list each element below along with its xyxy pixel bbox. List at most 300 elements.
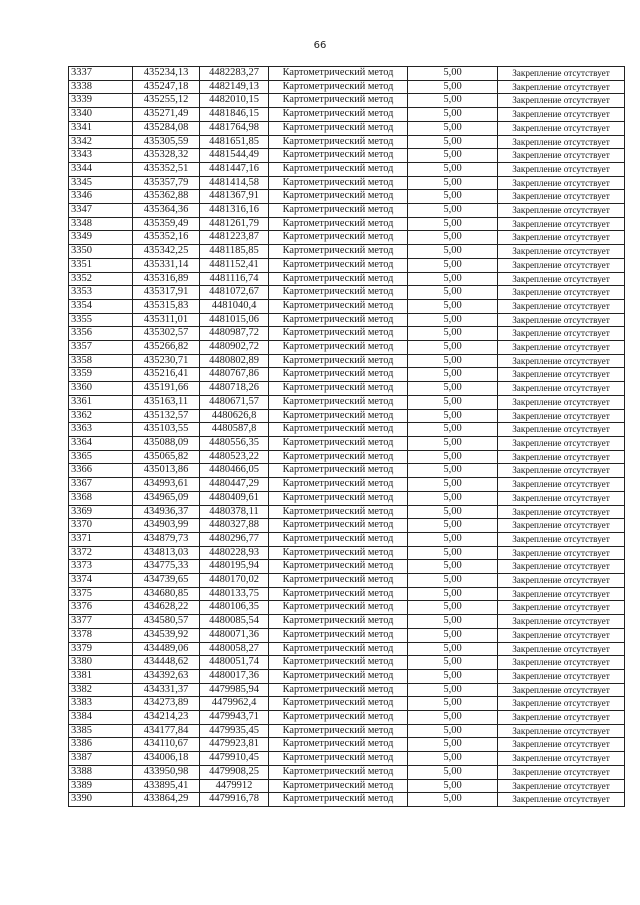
accuracy-cell: 5,00 [408,409,498,423]
coord-y-cell: 4481544,49 [200,149,269,163]
point-number-cell: 3344 [69,162,133,176]
point-number-cell: 3357 [69,341,133,355]
coord-y-cell: 4480409,61 [200,491,269,505]
fixation-cell: Закрепление отсутствует [498,258,625,272]
table-row [69,423,625,437]
coord-x-cell: 434813,03 [133,546,200,560]
accuracy-cell: 5,00 [408,505,498,519]
method-cell: Картометрический метод [269,642,408,656]
accuracy-cell: 5,00 [408,272,498,286]
method-cell: Картометрический метод [269,231,408,245]
coord-y-cell: 4479910,45 [200,752,269,766]
accuracy-cell: 5,00 [408,121,498,135]
point-number-cell: 3372 [69,546,133,560]
method-cell: Картометрический метод [269,94,408,108]
accuracy-cell: 5,00 [408,752,498,766]
table-row [69,231,625,245]
table-row [69,162,625,176]
accuracy-cell: 5,00 [408,176,498,190]
method-cell: Картометрический метод [269,738,408,752]
point-number-cell: 3363 [69,423,133,437]
fixation-cell: Закрепление отсутствует [498,752,625,766]
coord-y-cell: 4480987,72 [200,327,269,341]
coord-y-cell: 4480466,05 [200,464,269,478]
table-row [69,642,625,656]
coord-y-cell: 4482283,27 [200,67,269,81]
fixation-cell: Закрепление отсутствует [498,436,625,450]
point-number-cell: 3361 [69,395,133,409]
method-cell: Картометрический метод [269,464,408,478]
coord-x-cell: 434110,67 [133,738,200,752]
fixation-cell: Закрепление отсутствует [498,94,625,108]
coord-y-cell: 4479935,45 [200,724,269,738]
coord-y-cell: 4480106,35 [200,601,269,615]
coord-x-cell: 435230,71 [133,354,200,368]
accuracy-cell: 5,00 [408,765,498,779]
accuracy-cell: 5,00 [408,423,498,437]
coord-y-cell: 4481072,67 [200,286,269,300]
fixation-cell: Закрепление отсутствует [498,779,625,793]
table-row [69,697,625,711]
point-number-cell: 3370 [69,519,133,533]
coord-y-cell: 4481316,16 [200,204,269,218]
method-cell: Картометрический метод [269,272,408,286]
method-cell: Картометрический метод [269,121,408,135]
fixation-cell: Закрепление отсутствует [498,108,625,122]
fixation-cell: Закрепление отсутствует [498,478,625,492]
accuracy-cell: 5,00 [408,327,498,341]
fixation-cell: Закрепление отсутствует [498,409,625,423]
table-row [69,190,625,204]
point-number-cell: 3338 [69,80,133,94]
accuracy-cell: 5,00 [408,217,498,231]
coord-x-cell: 435191,66 [133,382,200,396]
point-number-cell: 3359 [69,368,133,382]
method-cell: Картометрический метод [269,395,408,409]
coord-x-cell: 435266,82 [133,341,200,355]
fixation-cell: Закрепление отсутствует [498,176,625,190]
table-row [69,491,625,505]
accuracy-cell: 5,00 [408,108,498,122]
accuracy-cell: 5,00 [408,478,498,492]
coord-y-cell: 4481764,98 [200,121,269,135]
table-row [69,724,625,738]
coord-y-cell: 4479908,25 [200,765,269,779]
point-number-cell: 3380 [69,656,133,670]
coord-y-cell: 4480228,93 [200,546,269,560]
coord-x-cell: 433864,29 [133,793,200,807]
coord-x-cell: 434489,06 [133,642,200,656]
method-cell: Картометрический метод [269,149,408,163]
point-number-cell: 3367 [69,478,133,492]
coordinates-table [68,66,625,807]
table-row [69,546,625,560]
table-row [69,752,625,766]
method-cell: Картометрический метод [269,354,408,368]
accuracy-cell: 5,00 [408,382,498,396]
method-cell: Картометрический метод [269,162,408,176]
fixation-cell: Закрепление отсутствует [498,231,625,245]
point-number-cell: 3385 [69,724,133,738]
method-cell: Картометрический метод [269,491,408,505]
accuracy-cell: 5,00 [408,601,498,615]
coord-x-cell: 434775,33 [133,560,200,574]
coord-y-cell: 4480296,77 [200,532,269,546]
coord-y-cell: 4480718,26 [200,382,269,396]
table-row [69,615,625,629]
point-number-cell: 3388 [69,765,133,779]
fixation-cell: Закрепление отсутствует [498,135,625,149]
table-row [69,245,625,259]
method-cell: Картометрический метод [269,299,408,313]
coord-x-cell: 435364,36 [133,204,200,218]
point-number-cell: 3377 [69,615,133,629]
method-cell: Картометрический метод [269,450,408,464]
fixation-cell: Закрепление отсутствует [498,546,625,560]
coord-x-cell: 434580,57 [133,615,200,629]
method-cell: Картометрический метод [269,327,408,341]
fixation-cell: Закрепление отсутствует [498,738,625,752]
fixation-cell: Закрепление отсутствует [498,615,625,629]
coord-x-cell: 435216,41 [133,368,200,382]
table-row [69,313,625,327]
fixation-cell: Закрепление отсутствует [498,162,625,176]
method-cell: Картометрический метод [269,711,408,725]
method-cell: Картометрический метод [269,765,408,779]
table-row [69,409,625,423]
coord-y-cell: 4481367,91 [200,190,269,204]
table-row [69,765,625,779]
method-cell: Картометрический метод [269,683,408,697]
point-number-cell: 3346 [69,190,133,204]
method-cell: Картометрический метод [269,67,408,81]
accuracy-cell: 5,00 [408,149,498,163]
coord-y-cell: 4481223,87 [200,231,269,245]
fixation-cell: Закрепление отсутствует [498,204,625,218]
fixation-cell: Закрепление отсутствует [498,67,625,81]
coord-y-cell: 4482010,15 [200,94,269,108]
coord-y-cell: 4480195,94 [200,560,269,574]
coord-x-cell: 435163,11 [133,395,200,409]
method-cell: Картометрический метод [269,656,408,670]
coord-y-cell: 4480671,57 [200,395,269,409]
method-cell: Картометрический метод [269,574,408,588]
coord-x-cell: 435315,83 [133,299,200,313]
fixation-cell: Закрепление отсутствует [498,669,625,683]
coord-y-cell: 4481846,15 [200,108,269,122]
point-number-cell: 3347 [69,204,133,218]
coord-y-cell: 4479962,4 [200,697,269,711]
point-number-cell: 3382 [69,683,133,697]
coord-x-cell: 435302,57 [133,327,200,341]
fixation-cell: Закрепление отсутствует [498,628,625,642]
table-row [69,779,625,793]
accuracy-cell: 5,00 [408,80,498,94]
accuracy-cell: 5,00 [408,779,498,793]
coord-y-cell: 4480556,35 [200,436,269,450]
coord-y-cell: 4480170,02 [200,574,269,588]
method-cell: Картометрический метод [269,80,408,94]
fixation-cell: Закрепление отсутствует [498,519,625,533]
coord-x-cell: 435342,25 [133,245,200,259]
coord-x-cell: 434879,73 [133,532,200,546]
table-row [69,574,625,588]
coord-x-cell: 435065,82 [133,450,200,464]
table-row [69,450,625,464]
method-cell: Картометрический метод [269,217,408,231]
point-number-cell: 3345 [69,176,133,190]
table-row [69,108,625,122]
point-number-cell: 3350 [69,245,133,259]
fixation-cell: Закрепление отсутствует [498,697,625,711]
fixation-cell: Закрепление отсутствует [498,286,625,300]
point-number-cell: 3339 [69,94,133,108]
method-cell: Картометрический метод [269,108,408,122]
fixation-cell: Закрепление отсутствует [498,574,625,588]
accuracy-cell: 5,00 [408,204,498,218]
coord-y-cell: 4481261,79 [200,217,269,231]
method-cell: Картометрический метод [269,190,408,204]
accuracy-cell: 5,00 [408,464,498,478]
fixation-cell: Закрепление отсутствует [498,190,625,204]
accuracy-cell: 5,00 [408,436,498,450]
coord-x-cell: 435255,12 [133,94,200,108]
method-cell: Картометрический метод [269,587,408,601]
coord-x-cell: 434903,99 [133,519,200,533]
coord-x-cell: 435305,59 [133,135,200,149]
point-number-cell: 3360 [69,382,133,396]
coord-y-cell: 4481447,16 [200,162,269,176]
accuracy-cell: 5,00 [408,697,498,711]
coord-x-cell: 434273,89 [133,697,200,711]
accuracy-cell: 5,00 [408,190,498,204]
table-row [69,217,625,231]
coord-x-cell: 434177,84 [133,724,200,738]
coord-y-cell: 4481651,85 [200,135,269,149]
coord-x-cell: 433950,98 [133,765,200,779]
coord-y-cell: 4480133,75 [200,587,269,601]
coord-x-cell: 435247,18 [133,80,200,94]
coord-y-cell: 4480378,11 [200,505,269,519]
fixation-cell: Закрепление отсутствует [498,601,625,615]
method-cell: Картометрический метод [269,669,408,683]
fixation-cell: Закрепление отсутствует [498,313,625,327]
coord-x-cell: 435284,08 [133,121,200,135]
point-number-cell: 3337 [69,67,133,81]
coord-x-cell: 434539,92 [133,628,200,642]
point-number-cell: 3354 [69,299,133,313]
table-row [69,436,625,450]
coord-x-cell: 435088,09 [133,436,200,450]
fixation-cell: Закрепление отсутствует [498,560,625,574]
coord-x-cell: 435271,49 [133,108,200,122]
fixation-cell: Закрепление отсутствует [498,532,625,546]
point-number-cell: 3353 [69,286,133,300]
coord-x-cell: 434680,85 [133,587,200,601]
accuracy-cell: 5,00 [408,395,498,409]
method-cell: Картометрический метод [269,628,408,642]
fixation-cell: Закрепление отсутствует [498,793,625,807]
point-number-cell: 3381 [69,669,133,683]
accuracy-cell: 5,00 [408,245,498,259]
table-row [69,204,625,218]
coord-x-cell: 435103,55 [133,423,200,437]
table-row [69,67,625,81]
coord-y-cell: 4480085,54 [200,615,269,629]
coord-y-cell: 4481116,74 [200,272,269,286]
fixation-cell: Закрепление отсутствует [498,711,625,725]
table-row [69,135,625,149]
table-row [69,683,625,697]
accuracy-cell: 5,00 [408,546,498,560]
table-row [69,382,625,396]
coord-y-cell: 4480058,27 [200,642,269,656]
method-cell: Картометрический метод [269,409,408,423]
point-number-cell: 3342 [69,135,133,149]
coord-y-cell: 4480447,29 [200,478,269,492]
coord-x-cell: 434448,62 [133,656,200,670]
table-row [69,149,625,163]
point-number-cell: 3355 [69,313,133,327]
accuracy-cell: 5,00 [408,615,498,629]
coord-y-cell: 4479943,71 [200,711,269,725]
fixation-cell: Закрепление отсутствует [498,368,625,382]
table-row [69,94,625,108]
fixation-cell: Закрепление отсутствует [498,354,625,368]
point-number-cell: 3376 [69,601,133,615]
coord-x-cell: 435317,91 [133,286,200,300]
coord-x-cell: 435132,57 [133,409,200,423]
fixation-cell: Закрепление отсутствует [498,724,625,738]
fixation-cell: Закрепление отсутствует [498,683,625,697]
table-row [69,656,625,670]
method-cell: Картометрический метод [269,560,408,574]
method-cell: Картометрический метод [269,368,408,382]
method-cell: Картометрический метод [269,779,408,793]
coord-y-cell: 4479912 [200,779,269,793]
coord-x-cell: 434392,63 [133,669,200,683]
coord-x-cell: 434965,09 [133,491,200,505]
table-row [69,286,625,300]
table-row [69,532,625,546]
fixation-cell: Закрепление отсутствует [498,505,625,519]
fixation-cell: Закрепление отсутствует [498,217,625,231]
coord-x-cell: 434331,37 [133,683,200,697]
method-cell: Картометрический метод [269,245,408,259]
coord-x-cell: 434214,23 [133,711,200,725]
accuracy-cell: 5,00 [408,532,498,546]
coord-y-cell: 4480523,22 [200,450,269,464]
method-cell: Картометрический метод [269,135,408,149]
method-cell: Картометрический метод [269,286,408,300]
coord-x-cell: 435359,49 [133,217,200,231]
fixation-cell: Закрепление отсутствует [498,423,625,437]
point-number-cell: 3348 [69,217,133,231]
accuracy-cell: 5,00 [408,450,498,464]
method-cell: Картометрический метод [269,258,408,272]
table-row [69,354,625,368]
accuracy-cell: 5,00 [408,299,498,313]
fixation-cell: Закрепление отсутствует [498,642,625,656]
method-cell: Картометрический метод [269,176,408,190]
accuracy-cell: 5,00 [408,368,498,382]
table-row [69,628,625,642]
table-row [69,519,625,533]
accuracy-cell: 5,00 [408,162,498,176]
accuracy-cell: 5,00 [408,94,498,108]
point-number-cell: 3349 [69,231,133,245]
method-cell: Картометрический метод [269,382,408,396]
accuracy-cell: 5,00 [408,560,498,574]
coord-y-cell: 4481040,4 [200,299,269,313]
accuracy-cell: 5,00 [408,711,498,725]
point-number-cell: 3368 [69,491,133,505]
point-number-cell: 3364 [69,436,133,450]
coord-y-cell: 4480327,88 [200,519,269,533]
fixation-cell: Закрепление отсутствует [498,765,625,779]
coord-y-cell: 4479916,78 [200,793,269,807]
fixation-cell: Закрепление отсутствует [498,464,625,478]
table-row [69,395,625,409]
point-number-cell: 3379 [69,642,133,656]
table-row [69,80,625,94]
method-cell: Картометрический метод [269,423,408,437]
accuracy-cell: 5,00 [408,313,498,327]
point-number-cell: 3386 [69,738,133,752]
coord-x-cell: 434993,61 [133,478,200,492]
coord-y-cell: 4480051,74 [200,656,269,670]
table-row [69,176,625,190]
accuracy-cell: 5,00 [408,738,498,752]
coord-x-cell: 435352,16 [133,231,200,245]
coord-y-cell: 4479985,94 [200,683,269,697]
point-number-cell: 3343 [69,149,133,163]
method-cell: Картометрический метод [269,752,408,766]
accuracy-cell: 5,00 [408,724,498,738]
accuracy-cell: 5,00 [408,574,498,588]
accuracy-cell: 5,00 [408,67,498,81]
table-row [69,299,625,313]
fixation-cell: Закрепление отсутствует [498,245,625,259]
coord-x-cell: 434739,65 [133,574,200,588]
table-row [69,327,625,341]
coord-x-cell: 433895,41 [133,779,200,793]
table-row [69,368,625,382]
coordinates-table-body [69,67,625,807]
point-number-cell: 3358 [69,354,133,368]
table-row [69,464,625,478]
coord-x-cell: 435316,89 [133,272,200,286]
fixation-cell: Закрепление отсутствует [498,272,625,286]
coord-y-cell: 4480017,36 [200,669,269,683]
coord-y-cell: 4480902,72 [200,341,269,355]
point-number-cell: 3351 [69,258,133,272]
accuracy-cell: 5,00 [408,341,498,355]
coord-y-cell: 4479923,81 [200,738,269,752]
point-number-cell: 3384 [69,711,133,725]
coord-x-cell: 434628,22 [133,601,200,615]
method-cell: Картометрический метод [269,724,408,738]
accuracy-cell: 5,00 [408,628,498,642]
point-number-cell: 3340 [69,108,133,122]
coord-y-cell: 4480626,8 [200,409,269,423]
table-row [69,601,625,615]
coord-x-cell: 435352,51 [133,162,200,176]
fixation-cell: Закрепление отсутствует [498,121,625,135]
fixation-cell: Закрепление отсутствует [498,395,625,409]
coord-x-cell: 435311,01 [133,313,200,327]
point-number-cell: 3387 [69,752,133,766]
